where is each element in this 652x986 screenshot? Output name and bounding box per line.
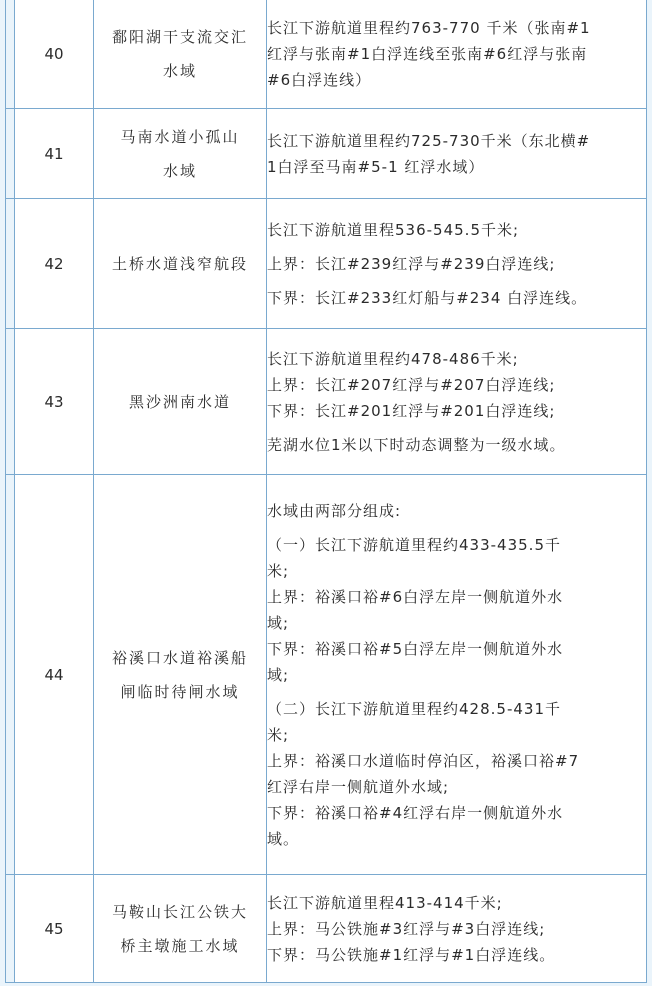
description-paragraph xyxy=(267,15,646,93)
description-line: （一）长江下游航道里程约433-435.5千 xyxy=(267,535,561,554)
description-line: 域; xyxy=(267,613,290,632)
water-area-description xyxy=(267,0,647,109)
name-line: 水域 xyxy=(162,161,197,180)
table-row xyxy=(6,109,647,199)
table-row xyxy=(6,875,647,983)
row-gap-cell xyxy=(6,0,15,109)
row-gap-cell xyxy=(6,875,15,983)
description-paragraph xyxy=(267,498,646,524)
description-line: （二）长江下游航道里程约428.5-431千 xyxy=(267,699,561,718)
name-line: 水域 xyxy=(162,61,197,80)
row-gap-cell xyxy=(6,109,15,199)
description-line: 下界：马公铁施#1红浮与#1白浮连线。 xyxy=(267,945,556,964)
description-paragraph xyxy=(267,251,646,277)
water-area-name xyxy=(94,109,267,199)
row-number: 43 xyxy=(15,329,94,475)
water-area-description xyxy=(267,109,647,199)
water-area-name xyxy=(94,475,267,875)
description-line: 下界：长江#201红浮与#201白浮连线; xyxy=(267,401,556,420)
name-line: 闸临时待闸水域 xyxy=(120,682,240,701)
name-line: 裕溪口水道裕溪船 xyxy=(111,648,248,667)
description-line: 上界：长江#207红浮与#207白浮连线; xyxy=(267,375,556,394)
row-number: 45 xyxy=(15,875,94,983)
description-line: 长江下游航道里程536-545.5千米; xyxy=(267,220,520,239)
description-line: 米; xyxy=(267,561,290,580)
name-line: 马南水道小孤山 xyxy=(120,127,240,146)
water-area-description xyxy=(267,199,647,329)
water-area-name xyxy=(94,0,267,109)
description-line: 上界：裕溪口裕#6白浮左岸一侧航道外水 xyxy=(267,587,564,606)
description-paragraph xyxy=(267,285,646,311)
description-paragraph xyxy=(267,128,646,180)
name-line: 桥主墩施工水域 xyxy=(120,936,240,955)
description-paragraph xyxy=(267,346,646,424)
description-paragraph xyxy=(267,890,646,968)
water-area-name xyxy=(94,199,267,329)
table-row xyxy=(6,199,647,329)
description-paragraph xyxy=(267,217,646,243)
row-number: 42 xyxy=(15,199,94,329)
row-number: 40 xyxy=(15,0,94,109)
description-line: #6白浮连线） xyxy=(267,70,372,89)
description-paragraph xyxy=(267,532,646,688)
description-line: 1白浮至马南#5-1 红浮水域） xyxy=(267,157,485,176)
description-line: 长江下游航道里程约763-770 千米（张南#1 xyxy=(267,18,591,37)
row-number: 41 xyxy=(15,109,94,199)
description-line: 上界：裕溪口水道临时停泊区，裕溪口裕#7 xyxy=(267,751,580,770)
name-line: 鄱阳湖干支流交汇 xyxy=(111,27,248,46)
description-line: 下界：裕溪口裕#5白浮左岸一侧航道外水 xyxy=(267,639,564,658)
description-line: 米; xyxy=(267,725,290,744)
water-area-description xyxy=(267,329,647,475)
description-line: 水域由两部分组成: xyxy=(267,501,402,520)
description-line: 红浮右岸一侧航道外水域; xyxy=(267,777,450,796)
table-row xyxy=(6,475,647,875)
row-gap-cell xyxy=(6,199,15,329)
table-row xyxy=(6,329,647,475)
description-line: 上界：马公铁施#3红浮与#3白浮连线; xyxy=(267,919,546,938)
description-line: 长江下游航道里程约725-730千米（东北横# xyxy=(267,131,591,150)
name-line: 土桥水道浅窄航段 xyxy=(111,254,248,273)
description-line: 下界：长江#233红灯船与#234 白浮连线。 xyxy=(267,288,588,307)
waters-table xyxy=(5,0,647,983)
water-area-description xyxy=(267,875,647,983)
description-line: 域。 xyxy=(267,829,300,848)
water-area-description xyxy=(267,475,647,875)
table-row xyxy=(6,0,647,109)
description-line: 长江下游航道里程413-414千米; xyxy=(267,893,503,912)
description-paragraph xyxy=(267,696,646,852)
row-gap-cell xyxy=(6,329,15,475)
row-gap-cell xyxy=(6,475,15,875)
description-line: 下界：裕溪口裕#4红浮右岸一侧航道外水 xyxy=(267,803,564,822)
name-line: 马鞍山长江公铁大 xyxy=(111,902,248,921)
description-paragraph xyxy=(267,432,646,458)
waters-table-body xyxy=(6,0,647,983)
description-line: 域; xyxy=(267,665,290,684)
name-line: 黑沙洲南水道 xyxy=(128,392,231,411)
description-line: 长江下游航道里程约478-486千米; xyxy=(267,349,519,368)
water-area-name xyxy=(94,875,267,983)
description-line: 芜湖水位1米以下时动态调整为一级水域。 xyxy=(267,435,566,454)
row-number: 44 xyxy=(15,475,94,875)
water-area-name xyxy=(94,329,267,475)
description-line: 红浮与张南#1白浮连线至张南#6红浮与张南 xyxy=(267,44,588,63)
description-line: 上界：长江#239红浮与#239白浮连线; xyxy=(267,254,556,273)
